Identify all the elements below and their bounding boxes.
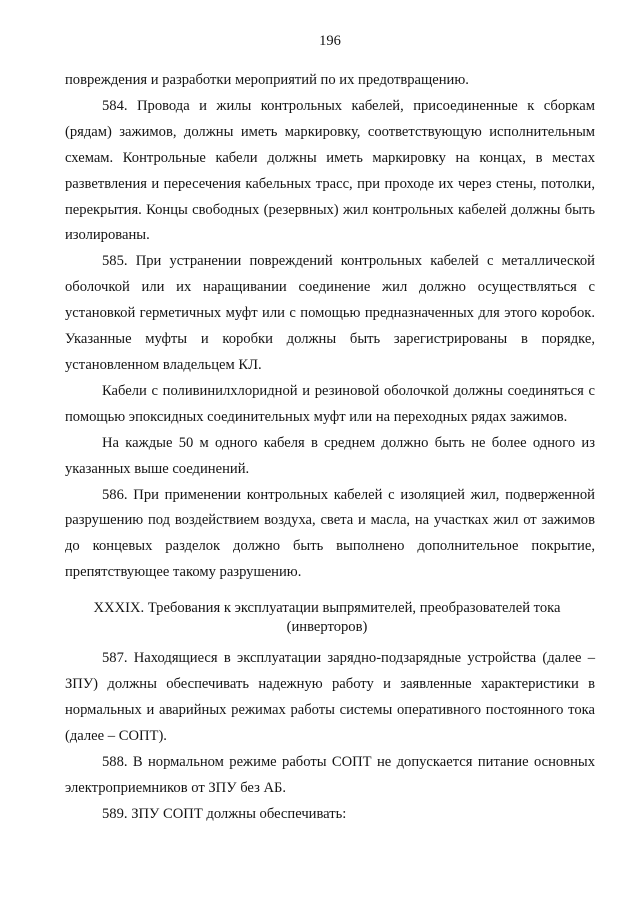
paragraph-586: 586. При применении контрольных кабелей с изоляцией жил, подверженной разрушению под воздействием воздуха, света и масла, на участках жил от зажимов до концевых разделок должно быть выполнено дополнительное покрытие, препятствующее такому разрушению. [65, 486, 595, 581]
paragraph-588: 588. В нормальном режиме работы СОПТ не допускается питание основных электроприемников от ЗПУ без АБ. [65, 753, 595, 796]
paragraph-589: 589. ЗПУ СОПТ должны обеспечивать: [102, 805, 347, 822]
paragraph-585-cables: Кабели с поливинилхлоридной и резиновой оболочкой должны соединяться с помощью эпоксидных соединительных муфт или на переходных рядах зажимов. [65, 382, 595, 425]
document-page [65, 30, 595, 827]
paragraph-585: 585. При устранении повреждений контрольных кабелей с металлической оболочкой или их наращивании соединение жил должно осуществляться с установкой герметичных муфт или с помощью предназначенных для этого коробок. Указанные муфты и коробки должны быть зарегистрированы в порядке, установленном владельцем КЛ. [65, 253, 595, 373]
paragraph-continuation: повреждения и разработки мероприятий по их предотвращению. [65, 72, 469, 88]
paragraph-584: 584. Провода и жилы контрольных кабелей, присоединенные к сборкам (рядам) зажимов, должны иметь маркировку, соответствующую исполнительным схемам. Контрольные кабели должны иметь маркировку на концах, в местах разветвления и пересечения кабельных трасс, при проходе их через стены, потолки, перекрытия. Концы свободных (резервных) жил контрольных кабелей должны быть изолированы. [65, 97, 595, 244]
section-heading: XXXIX. Требования к эксплуатации выпрямителей, преобразователей тока (инверторов) [93, 600, 561, 636]
paragraph-585-joints: На каждые 50 м одного кабеля в среднем должно быть не более одного из указанных выше соединений. [65, 434, 595, 477]
paragraph-587: 587. Находящиеся в эксплуатации зарядно-подзарядные устройства (далее – ЗПУ) должны обеспечивать надежную работу и заявленные характеристики в нормальных и аварийных режимах работы системы оперативного постоянного тока (далее – СОПТ). [65, 650, 595, 744]
page-number: 196 [319, 33, 341, 49]
